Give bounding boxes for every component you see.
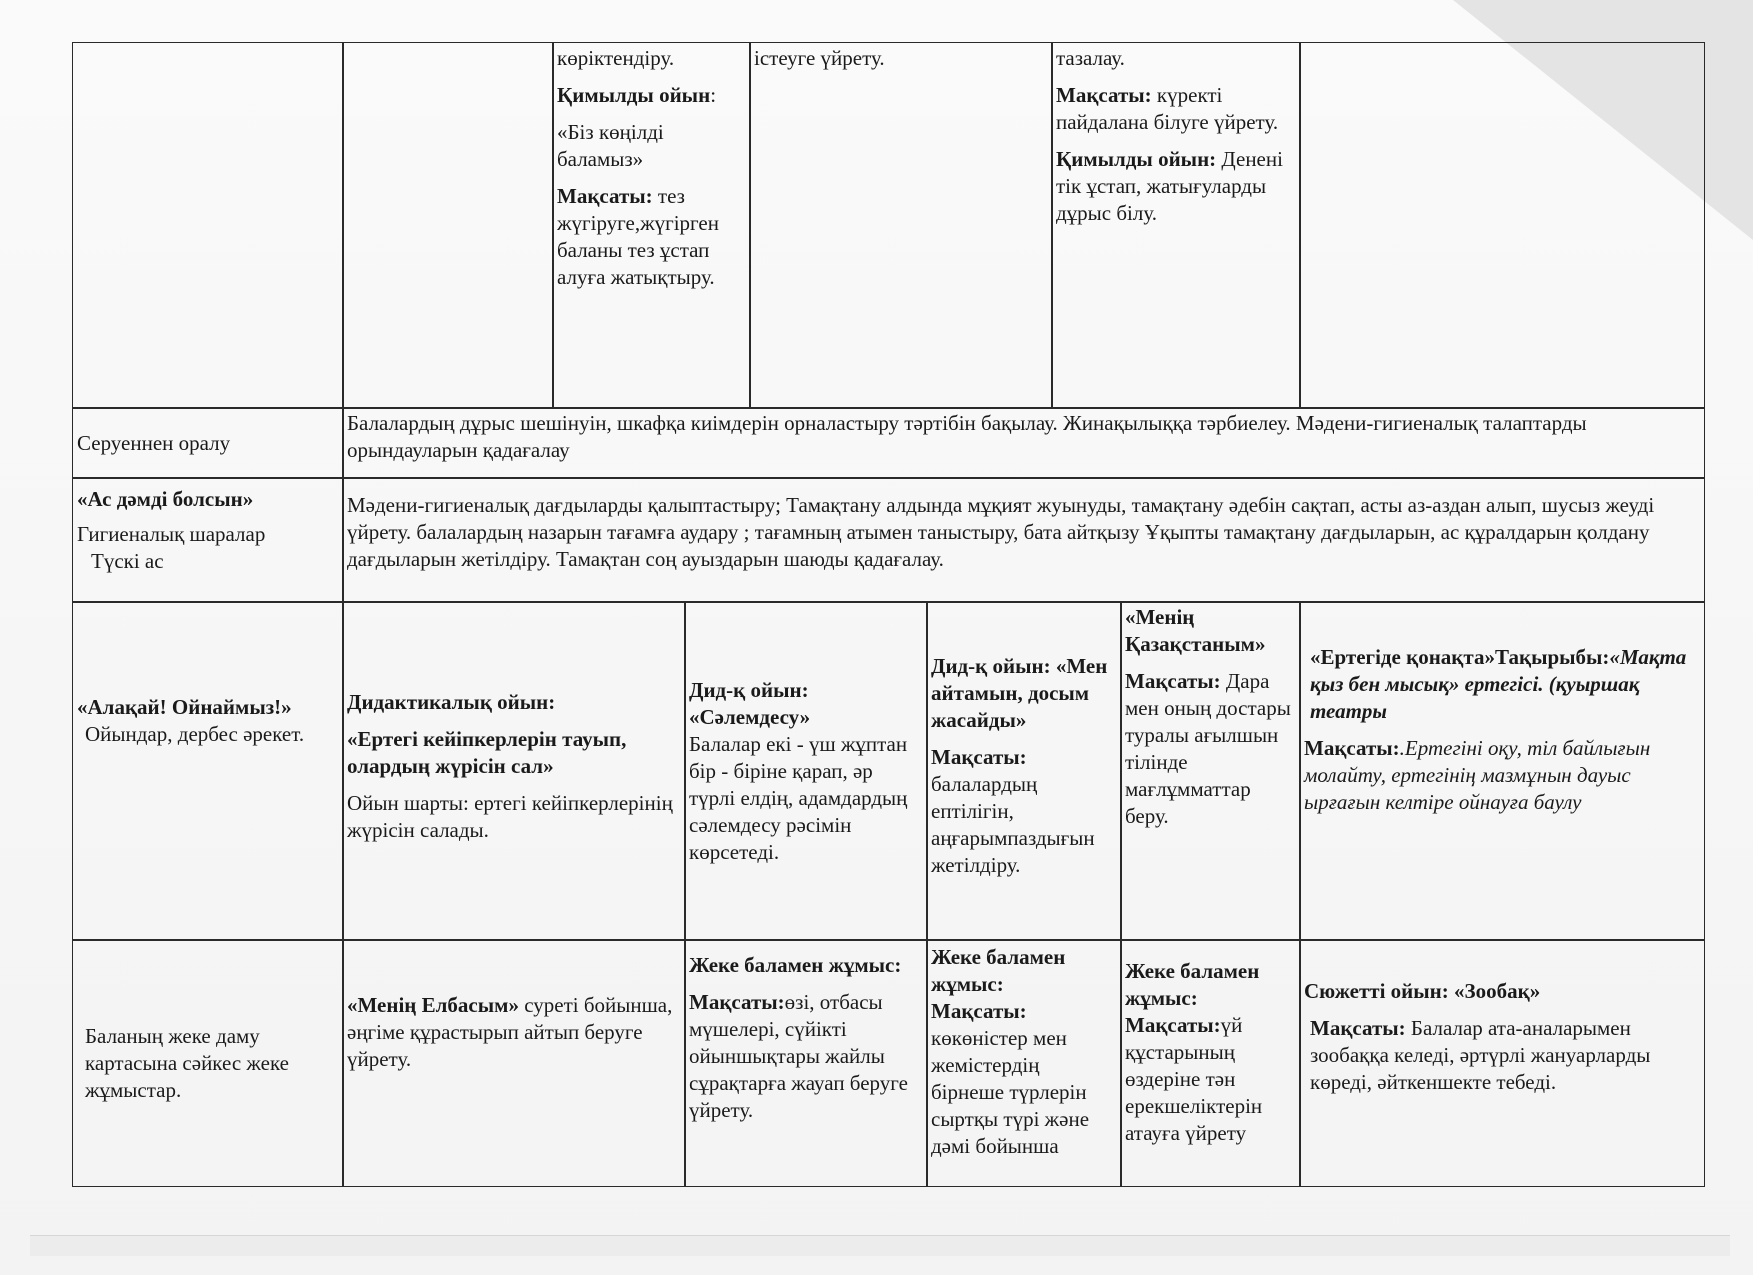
row1-col4-line1: істеуге үйрету. [754,46,885,70]
return-label-cell [72,407,344,479]
games-mon-cell [342,601,686,941]
lunch-sub2: Түскі ас [91,549,164,573]
row1-col3-cell [552,42,751,409]
lunch-sub1: Гигиеналық шаралар [77,522,266,546]
return-label: Серуеннен оралу [77,430,231,455]
individual-fri-goal: Мақсаты: Балалар ата-аналарымен зообаққа келеді, әртүрлі жануарларды көреді, әйткеншекте тебеді. [1310,1016,1651,1094]
games-thu-goal: Мақсаты: Дара мен оның достары туралы ағылшын тілінде мағлұмматтар беру. [1125,669,1291,828]
individual-mon-text: «Менің Елбасым» суреті бойынша, әңгіме құрастырып айтып беруге үйрету. [347,993,673,1071]
games-sub: Ойындар, дербес әрекет. [85,722,305,746]
individual-mon-cell [342,939,686,1187]
row1-label-cell [72,42,344,409]
lunch-label-cell [72,477,344,603]
games-title: «Алақай! Ойнаймыз!» [77,695,292,719]
lunch-text: Мәдени-гигиеналық дағдыларды қалыптастыру; Тамақтану алдында мұқият жуынуды, тамақтану әдебін сақтап, асты аз-аздан алып, шусыз жеуді үйрету. балалардың назарын тағамға аудару ; тағамның атымен таныстыру, бата айтқызу Ұқыпты тамақтану дағдыларын, ас құралдарын қолдану дағдыларын жетілдіру. Тамақтан соң ауыздарын шаюды қадағалау. [347,493,1655,571]
games-wed-title: Дид-қ ойын: «Мен айтамын, досым жасайды» [931,654,1108,732]
individual-thu-goal: Мақсаты:үй құстарының өздеріне тән ерекшеліктерін атауға үйрету [1125,1013,1263,1145]
individual-wed-cell [926,939,1122,1187]
lunch-text-cell [342,477,1705,603]
row1-col4-cell [749,42,1053,409]
games-mon-name: «Ертегі кейіпкерлерін тауып, олардың жүрісін сал» [347,726,627,778]
games-label-cell [72,601,344,941]
individual-label-cell [72,939,344,1187]
row1-col6-game: Қимылды ойын: Денені тік ұстап, жатығуларды дұрыс білу. [1056,147,1283,225]
games-fri-title: «Ертегіде қонақта»Тақырыбы:«Мақта қыз бен мысық» ертегісі. (қуыршақ театры [1310,645,1687,723]
row1-col2-cell [342,42,554,409]
individual-wed-goal: Мақсаты: көкөністер мен жемістердің бірнеше түрлерін сыртқы түрі және дәмі бойынша [931,999,1090,1158]
individual-tue-title: Жеке баламен жұмыс: [689,953,902,977]
individual-wed-title: Жеке баламен жұмыс: [931,945,1066,996]
return-text: Балалардың дұрыс шешінуін, шкафқа киімдерін орналастыру тәртібін бақылау. Жинақылыққа тәрбиелеу. Мәдени-гигиеналық талаптарды орындауларын қадағалау [347,411,1587,462]
games-tue-text: Балалар екі - үш жұптан бір - біріне қарап, әр түрлі елдің, адамдардың сәлемдесу рәсімін көрсетеді. [689,731,908,864]
row1-col3-line1: көріктендіру. [557,46,675,70]
row1-col6-cell [1051,42,1301,409]
games-mon-text: Ойын шарты: ертегі кейіпкерлерінің жүрісін салады. [347,790,673,842]
row1-col3-game-name: «Біз көңілді баламыз» [557,120,664,171]
individual-thu-title: Жеке баламен жұмыс: [1125,959,1260,1010]
individual-label: Баланың жеке даму картасына сәйкес жеке жұмыстар. [85,1023,289,1102]
games-tue-title: Дид-қ ойын: «Сәлемдесу» [689,677,811,729]
individual-fri-title: Сюжетті ойын: «Зообақ» [1304,979,1541,1003]
games-wed-goal: Мақсаты: балалардың ептілігін, аңғарымпаздығын жетілдіру. [931,745,1095,877]
games-thu-cell [1120,601,1301,941]
games-wed-cell [926,601,1122,941]
individual-tue-goal: Мақсаты:өзі, отбасы мүшелері, сүйікті ойыншықтары жайлы сұрақтарға жауап беруге үйрету. [689,990,908,1122]
row1-col6-goal: Мақсаты: күректі пайдалана білуге үйрету. [1056,83,1279,134]
games-fri-goal: Мақсаты:.Ертегіні оқу, тіл байлығын молайту, ертегінің мазмұнын дауыс ырғағын келтіре ойнауға баулу [1304,736,1651,814]
games-tue-cell [684,601,928,941]
row1-col7-cell [1299,42,1705,409]
individual-fri-cell [1299,939,1705,1187]
games-mon-title: Дидактикалық ойын: [347,689,556,714]
row1-col3-game: Қимылды ойын: [557,83,717,107]
lunch-title: «Ас дәмді болсын» [77,487,254,511]
games-fri-cell [1299,601,1705,941]
return-text-cell [342,407,1705,479]
row1-col6-line1: тазалау. [1056,46,1125,70]
page-edge [30,1235,1730,1256]
individual-thu-cell [1120,939,1301,1187]
games-thu-title: «Менің Қазақстаным» [1125,605,1266,656]
individual-tue-cell [684,939,928,1187]
row1-col3-goal: Мақсаты: тез жүгіруге,жүгірген баланы тез ұстап алуға жатықтыру. [557,184,719,289]
